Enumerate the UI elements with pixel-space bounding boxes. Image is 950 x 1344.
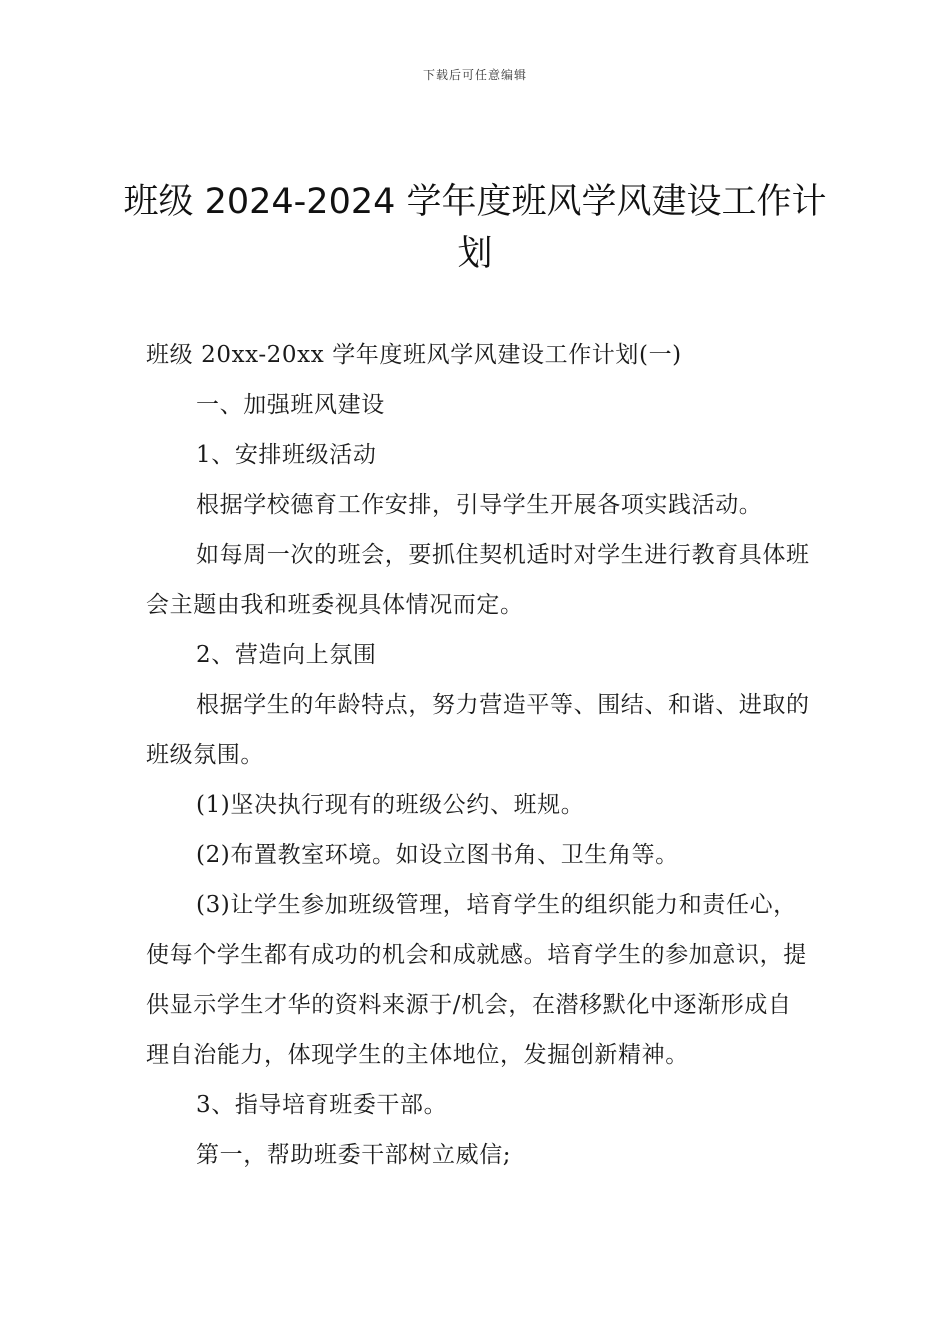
list-item: (2)布置教室环境。如设立图书角、卫生角等。	[196, 842, 679, 868]
paragraph: 第一，帮助班委干部树立威信;	[196, 1142, 512, 1168]
plan-subtitle: 班级 20xx-20xx 学年度班风学风建设工作计划(一)	[146, 342, 682, 368]
subsection-heading: 3、指导培育班委干部。	[196, 1092, 448, 1118]
paragraph: 根据学生的年龄特点，努力营造平等、围结、和谐、进取的班级氛围。	[146, 692, 810, 768]
list-item: (1)坚决执行现有的班级公约、班规。	[196, 792, 585, 818]
subsection-heading: 1、安排班级活动	[196, 442, 377, 468]
document-title: 班级 2024-2024 学年度班风学风建设工作计划	[123, 182, 827, 274]
list-item: (3)让学生参加班级管理，培育学生的组织能力和责任心，使每个学生都有成功的机会和成就感。培育学生的参加意识，提供显示学生才华的资料来源于/机会，在潜移默化中逐渐形成自理自治能力，体现学生的主体地位，发掘创新精神。	[146, 892, 807, 1068]
paragraph: 如每周一次的班会，要抓住契机适时对学生进行教育具体班会主题由我和班委视具体情况而定。	[146, 542, 810, 618]
subsection-heading: 2、营造向上氛围	[196, 642, 377, 668]
section-heading: 一、加强班风建设	[196, 392, 385, 418]
document-body	[146, 330, 814, 1180]
download-note: 下载后可任意编辑	[422, 68, 527, 82]
paragraph: 根据学校德育工作安排，引导学生开展各项实践活动。	[196, 492, 763, 518]
